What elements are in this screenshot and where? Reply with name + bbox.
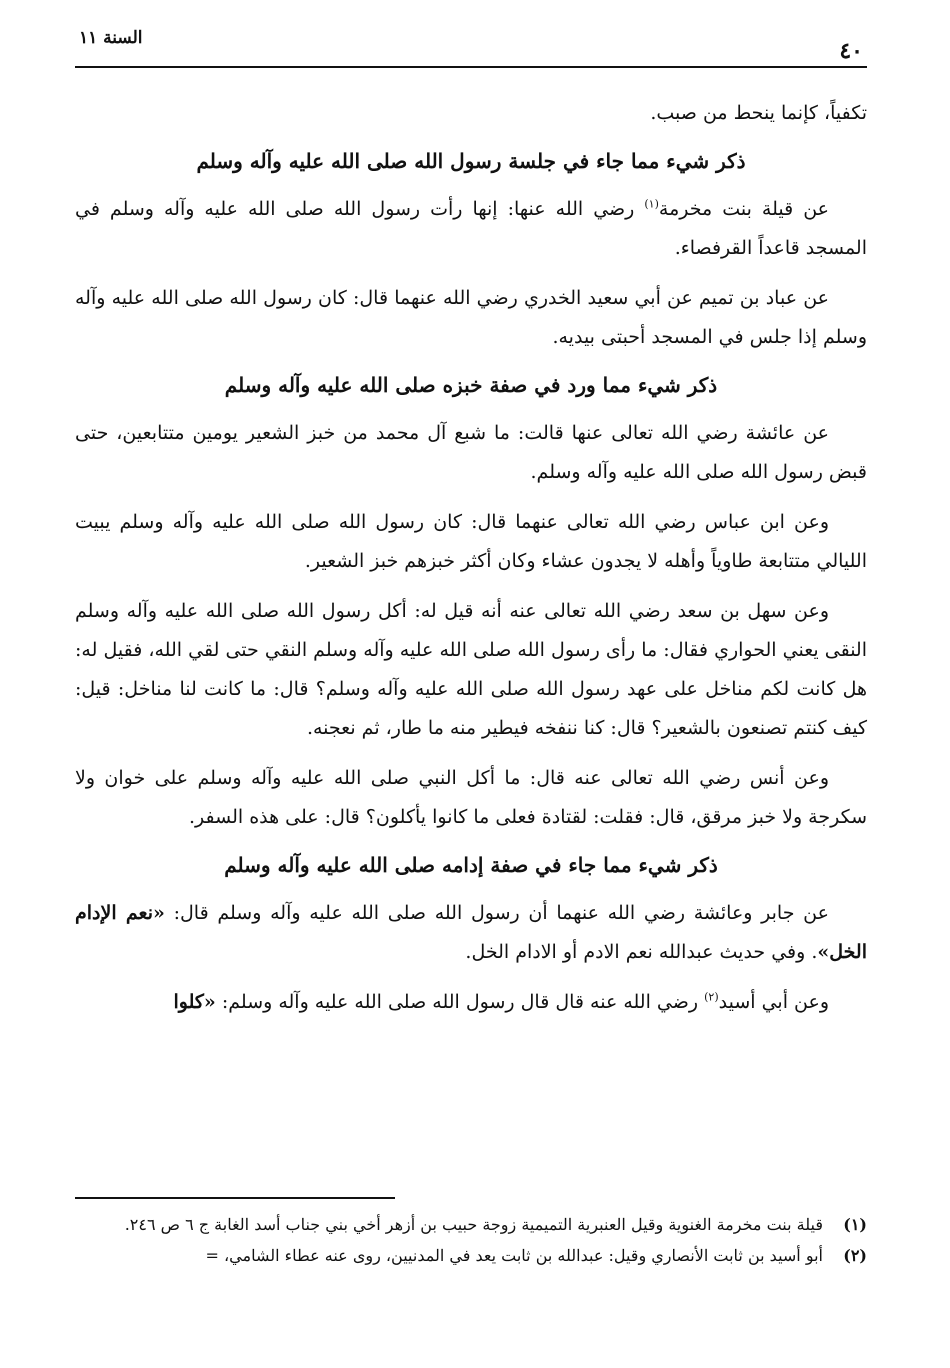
paragraph-text: وعن أبي أسيد xyxy=(718,991,829,1013)
section-heading: ذكر شيء مما ورد في صفة خبزه صلى الله عليه وآله وسلم xyxy=(224,373,718,397)
paragraph xyxy=(75,894,867,972)
paragraph: عن عائشة رضي الله تعالى عنها قالت: ما شبع آل محمد من خبز الشعير يومين متتابعين، حتى قبض رسول الله صلى الله عليه وآله وسلم. xyxy=(75,422,867,483)
paragraph: تكفياً، كإنما ينحط من صبب. xyxy=(650,102,867,124)
section-heading: ذكر شيء مما جاء في جلسة رسول الله صلى الله عليه وآله وسلم xyxy=(196,149,746,173)
paragraph: وعن ابن عباس رضي الله تعالى عنهما قال: كان رسول الله صلى الله عليه وآله وسلم يبيت الليالي متتابعة طاوياً وأهله لا يجدون عشاء وكان أكثر خبزهم خبز الشعير. xyxy=(75,511,867,572)
hadith-quote: «نعم الإدام الخل» xyxy=(75,902,867,963)
paragraph: عن عباد بن تميم عن أبي سعيد الخدري رضي الله عنهما قال: كان رسول الله صلى الله عليه وآله وسلم إذا جلس في المسجد أحبتى بيديه. xyxy=(75,287,867,348)
main-text xyxy=(75,94,867,1033)
footnote-number: (١) xyxy=(843,1215,867,1234)
paragraph-text: رضي الله عنها: إنها رأت رسول الله صلى الله عليه وآله وسلم في المسجد قاعداً القرفصاء. xyxy=(75,198,867,259)
footnote-ref[interactable]: (١) xyxy=(644,197,659,211)
footnote-number: (٢) xyxy=(843,1246,867,1265)
paragraph-text: . وفي حديث عبدالله نعم الادم أو الادام الخل. xyxy=(465,941,818,963)
footnote xyxy=(75,1241,867,1270)
footnote xyxy=(75,1210,867,1239)
page-header xyxy=(75,22,867,68)
footnote-ref[interactable]: (٢) xyxy=(704,990,719,1004)
page-number: ٤٠ xyxy=(839,38,863,64)
paragraph-text: عن جابر وعائشة رضي الله عنهما أن رسول الله صلى الله عليه وآله وسلم قال: xyxy=(164,902,829,924)
paragraph: وعن أنس رضي الله تعالى عنه قال: ما أكل النبي صلى الله عليه وآله وسلم على خوان ولا سكرجة ولا خبز مرقق، قال: فقلت: لقتادة فعلى ما كانوا يأكلون؟ قال: على هذه السفر. xyxy=(75,767,867,828)
hadith-quote: «كلوا xyxy=(173,991,216,1013)
paragraph: وعن سهل بن سعد رضي الله تعالى عنه أنه قيل له: أكل رسول الله صلى الله عليه وآله وسلم النقى يعني الحواري فقال: ما رأى رسول الله صلى الله عليه وآله وسلم النقي حتى لقي الله، فقيل له: هل كانت لكم مناخل على عهد رسول الله صلى الله عليه وآله وسلم؟ قال: ما كانت لنا مناخل: قيل: كيف كنتم تصنعون بالشعير؟ قال: كنا ننفخه فيطير منه ما طار، ثم نعجنه. xyxy=(75,600,867,739)
paragraph-text: عن قيلة بنت مخرمة xyxy=(658,198,829,220)
footnotes xyxy=(75,1210,867,1272)
footnote-text: أبو أسيد بن ثابت الأنصاري وقيل: عبدالله بن ثابت يعد في المدنيين، روى عنه عطاء الشامي، = xyxy=(205,1246,823,1265)
footnote-text: قيلة بنت مخرمة الغنوية وقيل العنبرية التميمية زوجة حبيب بن أزهر أخي بني جناب أسد الغابة ج ٦ ص ٢٤٦. xyxy=(124,1215,823,1234)
paragraph xyxy=(75,983,867,1022)
document-page xyxy=(75,22,867,1352)
paragraph-text: رضي الله عنه قال قال رسول الله صلى الله عليه وآله وسلم: xyxy=(215,991,705,1013)
paragraph xyxy=(75,190,867,268)
section-heading: ذكر شيء مما جاء في صفة إدامه صلى الله عليه وآله وسلم xyxy=(224,853,718,877)
footnote-divider xyxy=(75,1197,395,1199)
running-head-year: السنة ١١ xyxy=(79,28,143,48)
